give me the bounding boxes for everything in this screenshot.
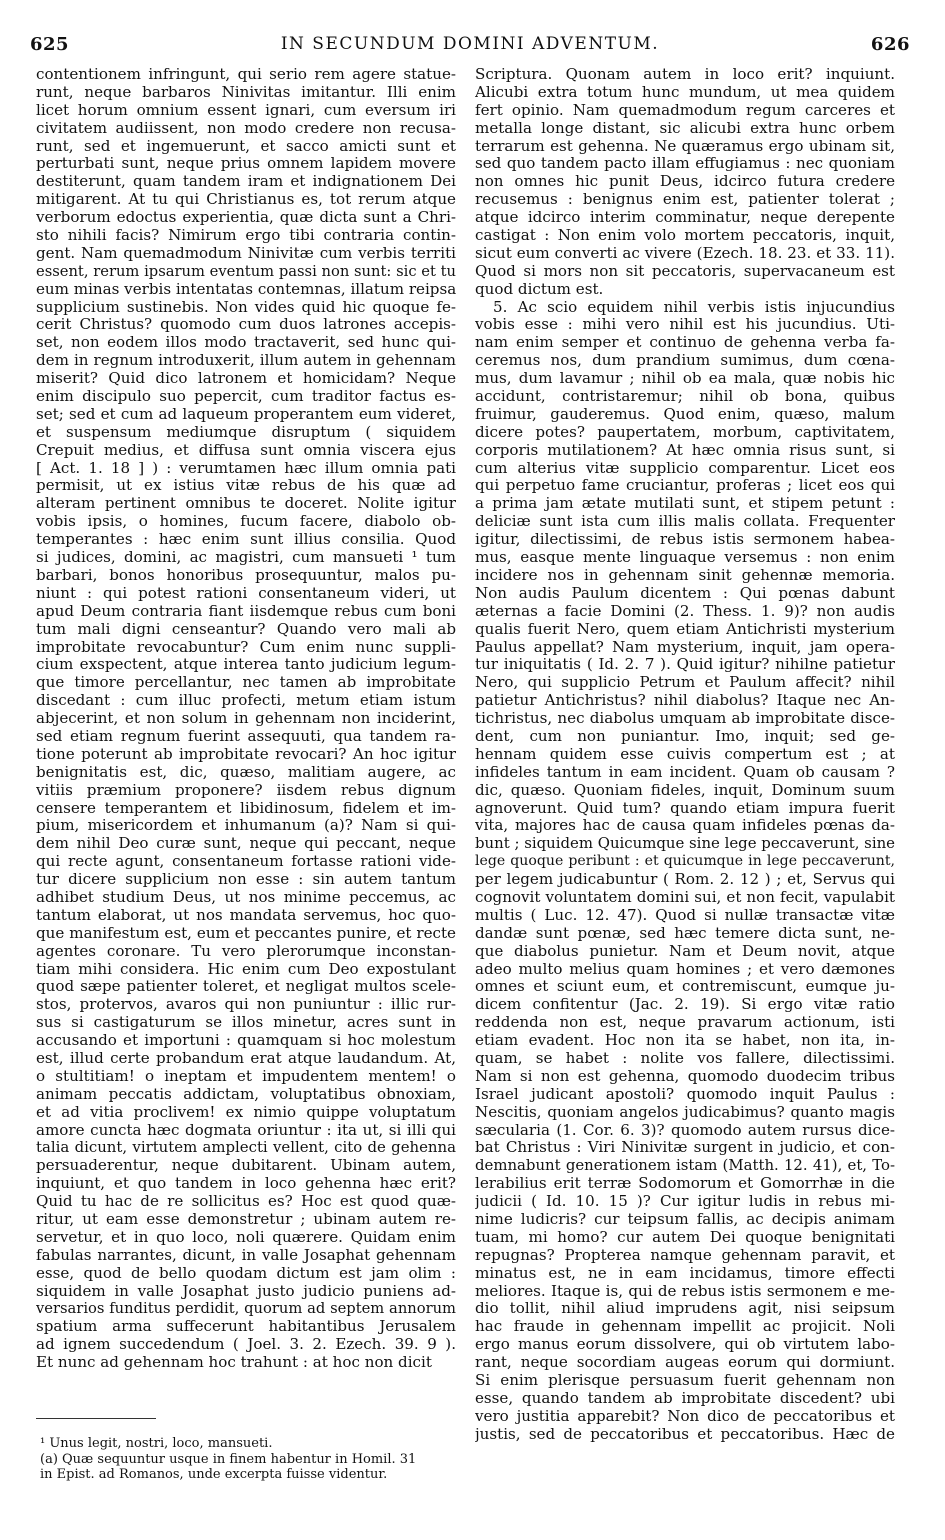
text-line: judicii ( Id. 10. 15 )? Cur igitur ludis in rebus mi- (475, 1193, 895, 1211)
text-line: Si enim plerisque persuasum fuerit gehennam non (475, 1372, 895, 1390)
text-line: qui recte agunt, consentaneum fortasse rationi vide- (36, 853, 456, 871)
text-line: que diabolus punietur. Nam et Deum novit, atque (475, 942, 895, 960)
text-line: adhibet studium Deus, ut nos minime peccemus, ac (36, 888, 456, 906)
text-line: nam enim semper et continuo de gehenna verba fa- (475, 334, 895, 352)
text-line: civitatem audiissent, non modo credere non recusa- (36, 119, 456, 137)
text-line: miserit? Quid dico latronem et homicidam? Neque (36, 370, 456, 388)
text-line: dem nihil Deo curæ sunt, neque qui peccant, neque (36, 835, 456, 853)
text-line: a prima jam ætate mutilati sunt, et stipem petunt : (475, 495, 895, 513)
text-line: cum alterius vitæ supplicio comparentur. Licet eos (475, 459, 895, 477)
text-line: siquidem in valle Josaphat justo judicio puniens ad- (36, 1282, 456, 1300)
text-line: alteram pertinent omnibus te doceret. Nolite igitur (36, 495, 456, 513)
text-line: cium exspectent, atque interea tanto judicium legum- (36, 656, 456, 674)
text-line: set, non eodem illos modo tractaverit, sed hunc qui- (36, 334, 456, 352)
text-line: per legem judicabuntur ( Rom. 2. 12 ) ; et, Servus qui (475, 871, 895, 889)
text-line: patietur Antichristus? nihil diabolus? Itaque nec An- (475, 692, 895, 710)
text-line: Nam si non est gehenna, quomodo duodecim tribus (475, 1067, 895, 1085)
text-line: lerabilius erit terræ Sodomorum et Gomorrhæ in die (475, 1175, 895, 1193)
text-line: æternas a facie Domini (2. Thess. 1. 9)? non audis (475, 602, 895, 620)
text-line: ad ignem succedendum ( Joel. 3. 2. Ezech. 39. 9 ). (36, 1336, 456, 1354)
text-line: quod sæpe patienter toleret, et negligat multos scele- (36, 978, 456, 996)
text-line: mus, dum lavamur ; nihil ob ea mala, quæ nobis hic (475, 370, 895, 388)
text-line: servetur, et in quo loco, noli quærere. Quidam enim (36, 1228, 456, 1246)
text-line: abjecerint, et non solum in gehennam non inciderint, (36, 710, 456, 728)
text-line: omnes et sciunt eum, et contremiscunt, eumque ju- (475, 978, 895, 996)
text-line: tiam mihi considera. Hic enim cum Deo expostulant (36, 960, 456, 978)
text-line: vobis esse : mihi vero nihil est his jucundius. Uti- (475, 316, 895, 334)
text-line: set; sed et cum ad laqueum properantem eum videret, (36, 405, 456, 423)
running-head: IN SECUNDUM DOMINI ADVENTUM. (280, 34, 660, 54)
text-line: Crepuit medius, et diffusa sunt omnia viscera ejus (36, 441, 456, 459)
footnote: (a) Quæ sequuntur usque in finem habentur in Homil. 31 (40, 1451, 417, 1467)
text-line: pium, misericordem et inhumanum (a)? Nam si qui- (36, 817, 456, 835)
footnote-rule (36, 1418, 156, 1419)
text-line: metalla longe distant, sic alicubi extra hunc orbem (475, 119, 895, 137)
text-line: fabulas narrantes, dicunt, in valle Josaphat gehennam (36, 1246, 456, 1264)
text-line: licet horum omnium essent ignari, cum eversum iri (36, 101, 456, 119)
text-line: que manifestum est, eum et peccantes punire, et recte (36, 924, 456, 942)
text-line: dent, cum non puniantur. Imo, inquit; sed ge- (475, 727, 895, 745)
page-number-right: 626 (870, 34, 910, 55)
text-line: dem in regnum introduxerit, illum autem in gehennam (36, 352, 456, 370)
text-line: si judices, domini, ac magistri, cum mansueti ¹ tum (36, 549, 456, 567)
text-line: permisit, ut ex istius vitæ rebus de his quæ ad (36, 477, 456, 495)
text-line: tuam, mi homo? cur autem Dei quoque benignitati (475, 1228, 895, 1246)
footnote: in Epist. ad Romanos, unde excerpta fuisse videntur. (40, 1467, 388, 1482)
text-line: contentionem infringunt, qui serio rem agere statue- (36, 66, 456, 83)
text-line: incidere nos in gehennam sinit gehennæ memoria. (475, 566, 895, 584)
text-line: apud Deum contraria fiant iisdemque rebus cum boni (36, 602, 456, 620)
text-line: 5. Ac scio equidem nihil verbis istis injucundius (493, 298, 895, 316)
text-line: improbitate revocabuntur? Cum enim nunc suppli- (36, 638, 456, 656)
text-line: sæcularia (1. Cor. 6. 3)? quomodo autem rursus dice- (475, 1121, 895, 1139)
text-line: demnabunt generationem istam (Matth. 12. 41), et, To- (475, 1157, 895, 1175)
text-line: Nescitis, quoniam angelos judicabimus? quanto magis (475, 1103, 895, 1121)
text-line: rant, neque socordiam augeas eorum qui dormiunt. (475, 1354, 895, 1372)
text-line: versarios funditus perdidit, quorum ad septem annorum (36, 1300, 456, 1318)
text-line: repugnas? Propterea namque gehennam paravit, et (475, 1246, 895, 1264)
text-line: adeo multo melius quam homines ; et vero dæmones (475, 960, 895, 978)
text-line: non omnes hic punit Deus, idcirco futura credere (475, 173, 895, 191)
page-number-left: 625 (30, 34, 70, 55)
text-line: hennam quidem esse cuivis compertum est ; at (475, 745, 895, 763)
text-line: infideles tantum in eam incident. Quam ob causam ? (475, 763, 895, 781)
text-line: tur iniquitatis ( Id. 2. 7 ). Quid igitur? nihilne patietur (475, 656, 895, 674)
text-line: dicem confitentur (Jac. 2. 19). Si ergo vitæ ratio (475, 996, 895, 1014)
text-line: et ad vitia proclivem! ex nimio quippe voluptatum (36, 1103, 456, 1121)
text-line: deliciæ sunt ista cum illis malis collata. Frequenter (475, 513, 895, 531)
text-line: hac fraude in gehennam impellit ac projicit. Noli (475, 1318, 895, 1336)
text-line: esse, quod de bello quodam dictum est jam olim : (36, 1264, 456, 1282)
page-header (30, 34, 910, 58)
footnote: ¹ Unus legit, nostri, loco, mansueti. (40, 1436, 273, 1451)
text-line: censere temperantem et libidinosum, fidelem et im- (36, 799, 456, 817)
text-line: vitiis præmium proponere? iisdem rebus dignum (36, 781, 456, 799)
text-line: cognovit voluntatem domini sui, et non fecit, vapulabit (475, 888, 895, 906)
text-line: temperantes : hæc enim sunt illius consilia. Quod (36, 531, 456, 549)
text-line: agnoverunt. Quid tum? quando etiam impura fuerit (475, 799, 895, 817)
text-line: lege quoque peribunt : et quicumque in lege peccaverunt, (475, 853, 895, 870)
text-line: sus si castigaturum se illos minetur, acres sunt in (36, 1014, 456, 1032)
text-line: dandæ sunt pœnæ, sed hæc temere dicta sunt, ne- (475, 924, 895, 942)
text-line: Quod si mors non sit peccatoris, supervacaneum est (475, 262, 895, 280)
text-line: cerit Christus? quomodo cum duos latrones accepis- (36, 316, 456, 334)
text-line: verborum edoctus experientia, quæ dicta sunt a Chri- (36, 209, 456, 227)
text-line: que timore percellantur, nec tamen ab improbitate (36, 674, 456, 692)
text-line: discedant : cum illuc profecti, metum etiam istum (36, 692, 456, 710)
text-line: spatium arma suffecerunt habitantibus Jerusalem (36, 1318, 456, 1336)
text-line: esse, quando tandem ab improbitate discedent? ubi (475, 1389, 895, 1407)
text-line: fruimur, gauderemus. Quod enim, quæso, malum (475, 405, 895, 423)
text-line: est, illud certe probandum erat atque laudandum. At, (36, 1049, 456, 1067)
text-line: inquiunt, et quo tandem in loco gehenna hæc erit? (36, 1175, 456, 1193)
text-line: mitigarent. At tu qui Christianus es, tot rerum atque (36, 191, 456, 209)
text-line: niunt : qui potest rationi consentaneum videri, ut (36, 584, 456, 602)
text-line: Nero, qui supplicio Petrum et Paulum affecit? nihil (475, 674, 895, 692)
text-line: terrarum est gehenna. Ne quæramus ergo ubinam sit, (475, 137, 895, 155)
text-line: dio tollit, nihil aliud imprudens agit, nisi seipsum (475, 1300, 895, 1318)
text-line: igitur, dilectissimi, de rebus istis sermonem habea- (475, 531, 895, 549)
text-line: quam, se habet : nolite vos fallere, dilectissimi. (475, 1049, 895, 1067)
text-line: dicere potes? paupertatem, morbum, captivitatem, (475, 423, 895, 441)
text-line: runt, sed et ingemuerunt, et sacco amicti sunt et (36, 137, 456, 155)
text-line: Quid tu hac de re sollicitus es? Hoc est quod quæ- (36, 1193, 456, 1211)
text-line: castigat : Non enim volo mortem peccatoris, inquit, (475, 227, 895, 245)
text-line: vita, majores hac de causa quam infideles pœnas da- (475, 817, 895, 835)
text-line: talia dicunt, virtutem amplecti vellent, cito de gehenna (36, 1139, 456, 1157)
text-line: atque idcirco interim comminatur, neque derepente (475, 209, 895, 227)
text-line: agentes coronare. Tu vero plerorumque inconstan- (36, 942, 456, 960)
text-line: Alicubi extra totum hunc mundum, ut mea quidem (475, 83, 895, 101)
text-line: ceremus nos, dum prandium sumimus, dum cœna- (475, 352, 895, 370)
text-line: bat Christus : Viri Ninivitæ surgent in judicio, et con- (475, 1139, 895, 1157)
text-line: Et nunc ad gehennam hoc trahunt : at hoc non dicit (36, 1354, 432, 1372)
text-line: tum mali digni censeantur? Quando vero mali ab (36, 620, 456, 638)
text-line: essent, rerum ipsarum eventum passi non sunt: sic et tu (36, 262, 456, 280)
text-line: fert opinio. Nam quemadmodum regum carceres et (475, 101, 895, 119)
text-line: vero justitia apparebit? Non dico de peccatoribus et (475, 1407, 895, 1425)
text-line: vobis ipsis, o homines, fucum facere, diabolo ob- (36, 513, 456, 531)
text-line: amore cuncta hæc dogmata oriuntur : ita ut, si illi qui (36, 1121, 456, 1139)
text-line: accusando et importuni : quamquam si hoc molestum (36, 1032, 456, 1050)
left-column (36, 66, 456, 1372)
text-line: qualis fuerit Nero, quem etiam Antichristi mysterium (475, 620, 895, 638)
text-line: et suspensum mediumque disruptum ( siquidem (36, 423, 456, 441)
text-line: [ Act. 1. 18 ] ) : verumtamen hæc illum omnia pati (36, 459, 456, 477)
text-line: tichristus, nec diabolus umquam ab improbitate disce- (475, 710, 895, 728)
text-line: stos, protervos, avaros qui non puniuntur : illic rur- (36, 996, 456, 1014)
text-line: meliores. Itaque is, qui de rebus istis sermonem e me- (475, 1282, 895, 1300)
text-line: benignitatis est, dic, quæso, malitiam augere, ac (36, 763, 456, 781)
text-line: reddenda non est, neque pravarum actionum, isti (475, 1014, 895, 1032)
text-line: sed quo tandem pacto illam effugiamus : nec quoniam (475, 155, 895, 173)
text-line: barbari, bonos honoribus prosequuntur, malos pu- (36, 566, 456, 584)
text-line: etiam evadent. Hoc non ita se habet, non ita, in- (475, 1032, 895, 1050)
text-line: corporis mutilationem? At hæc omnia risus sunt, si (475, 441, 895, 459)
text-line: tantum elaborat, ut nos mandata servemus, hoc quo- (36, 906, 456, 924)
text-line: recusemus : benignus enim est, patienter tolerat ; (475, 191, 895, 209)
text-line: justis, sed de peccatoribus et peccatoribus. Hæc de (475, 1425, 895, 1443)
text-line: animam peccatis addictam, voluptatibus obnoxiam, (36, 1085, 456, 1103)
text-line: dic, quæso. Quoniam fideles, inquit, Dominum suum (475, 781, 895, 799)
text-line: ergo manus eorum dissolvere, qui ob virtutem labo- (475, 1336, 895, 1354)
text-line: mus, easque mente linguaque versemus : non enim (475, 549, 895, 567)
text-line: gent. Nam quemadmodum Ninivitæ cum verbis territi (36, 244, 456, 262)
text-line: sed etiam regnum fuerint assequuti, qua tandem ra- (36, 727, 456, 745)
text-line: qui perpetuo fame cruciantur, proferas ; licet eos qui (475, 477, 895, 495)
text-line: nime ludicris? cur teipsum fallis, ac decipis animam (475, 1211, 895, 1228)
text-line: enim discipulo suo pepercit, cum traditor factus es- (36, 388, 456, 406)
text-line: eum minas verbis intentatas contemnas, illatum reipsa (36, 280, 456, 298)
text-line: tione poterunt ab improbitate revocari? An hoc igitur (36, 745, 456, 763)
text-line: supplicium sustinebis. Non vides quid hic quoque fe- (36, 298, 456, 316)
text-line: Scriptura. Quonam autem in loco erit? inquiunt. (475, 66, 895, 83)
text-line: Israel judicant apostoli? quomodo inquit Paulus : (475, 1085, 895, 1103)
footnotes (40, 1436, 460, 1483)
text-line: Non audis Paulum dicentem : Qui pœnas dabunt (475, 584, 895, 602)
text-line: Paulus appellat? Nam mysterium, inquit, jam opera- (475, 638, 895, 656)
text-line: tur dicere supplicium non esse : sin autem tantum (36, 871, 456, 889)
text-line: o stultitiam! o ineptam et impudentem mentem! o (36, 1067, 456, 1085)
text-line: accidunt, contristaremur; nihil ob bona, quibus (475, 388, 895, 406)
text-line: perturbati sunt, neque prius omnem lapidem movere (36, 155, 456, 173)
text-line: sto nihili facis? Nimirum ergo tibi contraria contin- (36, 227, 456, 245)
text-line: ritur, ut eam esse demonstretur ; ubinam autem re- (36, 1211, 456, 1228)
text-line: quod dictum est. (475, 280, 604, 298)
right-column (475, 66, 895, 1444)
text-line: runt, neque barbaros Ninivitas imitantur. Illi enim (36, 83, 456, 101)
text-line: sicut eum converti ac vivere (Ezech. 18. 23. et 33. 11). (475, 244, 895, 262)
text-line: destiterunt, quam tandem iram et indignationem Dei (36, 173, 456, 191)
text-line: persuaderentur, neque dubitarent. Ubinam autem, (36, 1157, 456, 1175)
text-line: minatus est, ne in eam incidamus, timore effecti (475, 1264, 895, 1282)
text-line: multis ( Luc. 12. 47). Quod si nullæ transactæ vitæ (475, 906, 895, 924)
text-line: bunt ; siquidem Quicumque sine lege peccaverunt, sine (475, 835, 895, 853)
